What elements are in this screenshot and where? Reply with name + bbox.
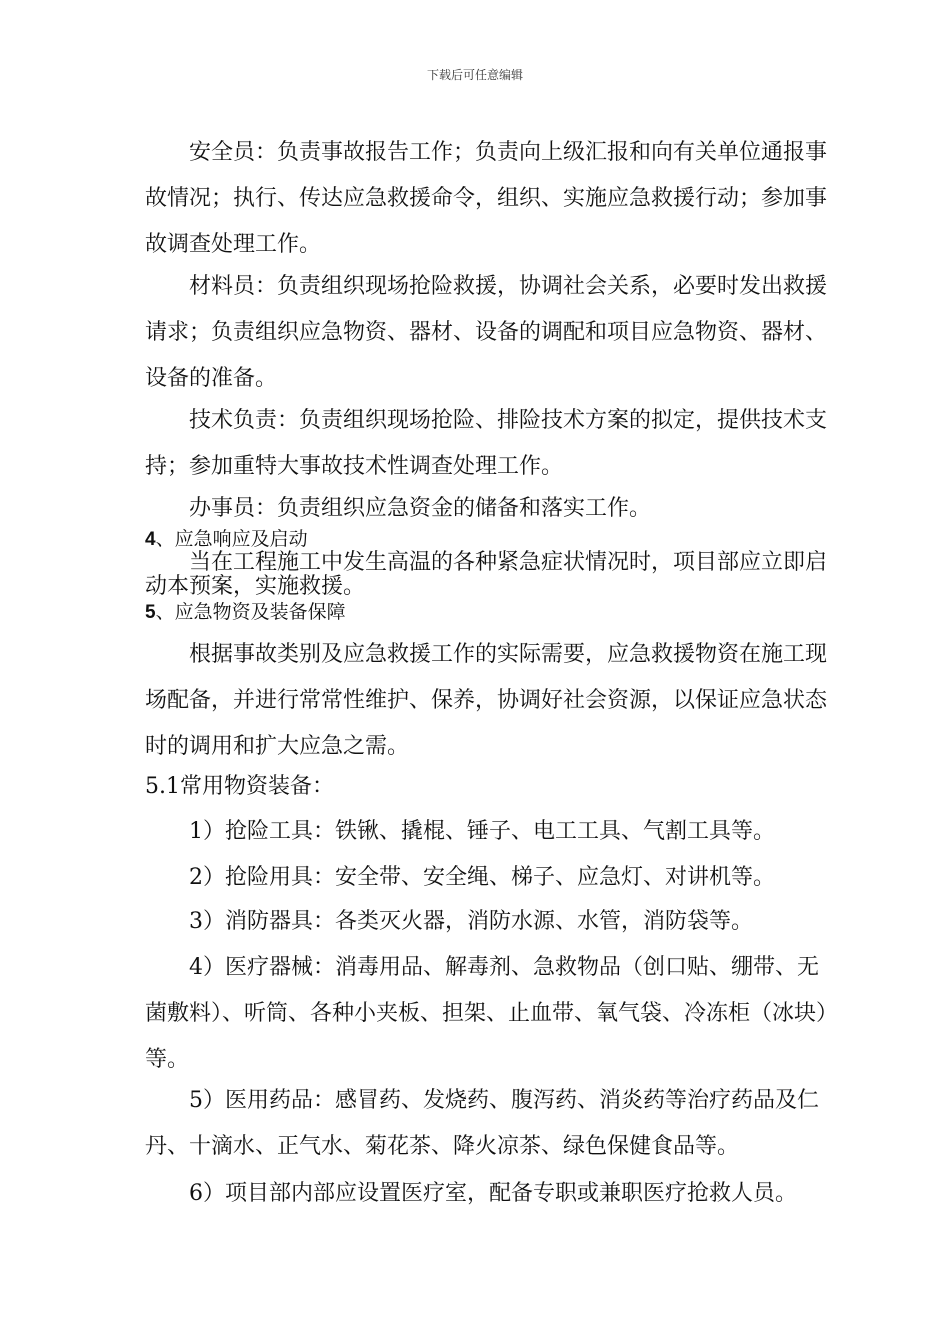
section-number: 4 (145, 529, 156, 550)
list-item: 4）医疗器械：消毒用品、解毒剂、急救物品（创口贴、绷带、无菌敷料）、听筒、各种小夹板、担架、止血带、氧气袋、冷冻柜（冰块）等。 (145, 955, 828, 1072)
section-heading-5 (145, 600, 346, 625)
paragraph-materials: 根据事故类别及应急救援工作的实际需要，应急救援物资在施工现场配备，并进行常常性维护、保养，协调好社会资源，以保证应急状态时的调用和扩大应急之需。 (145, 642, 828, 759)
paragraph-technical-lead: 技术负责：负责组织现场抢险、排险技术方案的拟定，提供技术支持；参加重特大事故技术性调查处理工作。 (145, 408, 828, 479)
paragraph-clerk: 办事员：负责组织应急资金的储备和落实工作。 (189, 496, 652, 521)
list-item: 3）消防器具：各类灭火器，消防水源、水管，消防袋等。 (189, 909, 753, 934)
section-title: 、应急物资及装备保障 (155, 601, 346, 623)
subsection-heading-5-1: 5.1常用物资装备： (145, 774, 334, 799)
section-number: 5 (145, 602, 156, 623)
list-item: 1）抢险工具：铁锹、撬棍、锤子、电工工具、气割工具等。 (189, 819, 775, 844)
paragraph-materials-officer: 材料员：负责组织现场抢险救援，协调社会关系，必要时发出救援请求；负责组织应急物资、器材、设备的调配和项目应急物资、器材、设备的准备。 (145, 274, 828, 391)
page-header: 下载后可任意编辑 (426, 68, 523, 82)
list-item: 6）项目部内部应设置医疗室，配备专职或兼职医疗抢救人员。 (189, 1181, 797, 1206)
section-title: 、应急响应及启动 (155, 528, 308, 550)
paragraph-safety-officer: 安全员：负责事故报告工作；负责向上级汇报和向有关单位通报事故情况；执行、传达应急救援命令，组织、实施应急救援行动；参加事故调查处理工作。 (145, 140, 828, 257)
section-heading-4 (145, 527, 308, 552)
list-item: 5）医用药品：感冒药、发烧药、腹泻药、消炎药等治疗药品及仁丹、十滴水、正气水、菊花茶、降火凉茶、绿色保健食品等。 (145, 1088, 819, 1159)
paragraph-response: 当在工程施工中发生高温的各种紧急症状情况时，项目部应立即启动本预案，实施救援。 (145, 550, 828, 599)
list-item: 2）抢险用具：安全带、安全绳、梯子、应急灯、对讲机等。 (189, 865, 775, 890)
